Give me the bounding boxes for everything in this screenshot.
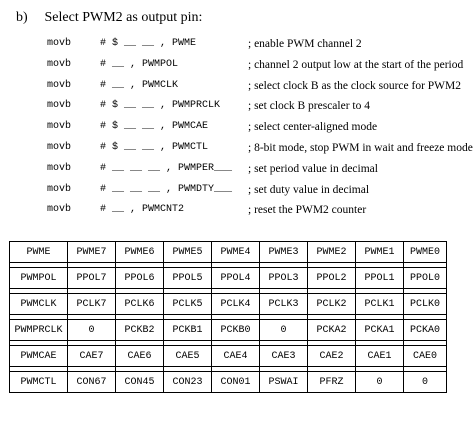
instruction-mnemonic: movb — [47, 121, 72, 133]
register-name-cell: PWMPRCLK — [10, 320, 68, 341]
register-bit-cell: PCLK4 — [212, 294, 260, 315]
register-bit-cell: PCLK3 — [260, 294, 308, 315]
code-line — [0, 202, 474, 223]
register-bit-cell: PPOL7 — [68, 268, 116, 289]
register-bit-cell: PCLK5 — [164, 294, 212, 315]
register-bit-cell: CAE3 — [260, 346, 308, 367]
register-row — [10, 320, 447, 341]
register-bit-cell: PPOL2 — [308, 268, 356, 289]
instruction-operand: # __ , PWMCLK — [100, 79, 179, 91]
code-line — [0, 161, 474, 182]
register-table — [9, 241, 447, 393]
register-bit-cell: PWME5 — [164, 242, 212, 263]
instruction-operand: # $ __ __ , PWME — [100, 38, 197, 49]
register-bit-cell: CAE5 — [164, 346, 212, 367]
register-bit-cell: CON01 — [212, 372, 260, 393]
register-bit-cell: PCLK6 — [116, 294, 164, 315]
register-bit-cell: PWME3 — [260, 242, 308, 263]
instruction-comment: ; select center-aligned mode — [248, 121, 378, 134]
instruction-operand: # $ __ __ , PWMCAE — [100, 121, 209, 133]
register-bit-cell: 0 — [68, 320, 116, 341]
instruction-comment: ; enable PWM channel 2 — [248, 38, 362, 50]
code-listing — [0, 36, 474, 223]
instruction-mnemonic: movb — [47, 79, 72, 91]
register-name-cell: PWMCTL — [10, 372, 68, 393]
register-bit-cell: CON45 — [116, 372, 164, 393]
register-row — [10, 294, 447, 315]
register-bit-cell: PPOL3 — [260, 268, 308, 289]
register-name-cell: PWMCAE — [10, 346, 68, 367]
register-bit-cell: PPOL0 — [404, 268, 447, 289]
register-bit-cell: PCLK7 — [68, 294, 116, 315]
register-bit-cell: PPOL1 — [356, 268, 404, 289]
instruction-operand: # __ __ __ , PWMPER___ — [100, 162, 233, 174]
instruction-comment: ; set clock B prescaler to 4 — [248, 100, 370, 113]
register-bit-cell: PPOL5 — [164, 268, 212, 289]
register-bit-cell: 0 — [404, 372, 447, 393]
instruction-comment: ; reset the PWM2 counter — [248, 204, 367, 217]
register-bit-cell: PCKB2 — [116, 320, 164, 341]
register-bit-cell: PWME0 — [404, 242, 447, 263]
register-bit-cell: CAE6 — [116, 346, 164, 367]
register-bit-cell: 0 — [260, 320, 308, 341]
code-line — [0, 140, 474, 161]
register-bit-cell: PCKB0 — [212, 320, 260, 341]
instruction-comment: ; set period value in decimal — [248, 162, 378, 175]
register-row — [10, 372, 447, 393]
instruction-operand: # $ __ __ , PWMPRCLK — [100, 100, 221, 112]
instruction-operand: # __ , PWMPOL — [100, 58, 179, 70]
register-bit-cell: PSWAI — [260, 372, 308, 393]
register-bit-cell: CAE7 — [68, 346, 116, 367]
instruction-mnemonic: movb — [47, 58, 72, 70]
register-bit-cell: CON67 — [68, 372, 116, 393]
instruction-operand: # __ __ __ , PWMDTY___ — [100, 183, 233, 195]
register-bit-cell: PPOL4 — [212, 268, 260, 289]
instruction-comment: ; 8-bit mode, stop PWM in wait and freeze mode — [248, 141, 473, 154]
instruction-mnemonic: movb — [47, 38, 72, 49]
code-line — [0, 78, 474, 99]
register-bit-cell: CAE1 — [356, 346, 404, 367]
section-heading — [16, 10, 202, 26]
code-line — [0, 119, 474, 140]
code-line — [0, 98, 474, 119]
instruction-mnemonic: movb — [47, 162, 72, 174]
register-name-cell: PWME — [10, 242, 68, 263]
register-name-cell: PWMPOL — [10, 268, 68, 289]
instruction-mnemonic: movb — [47, 141, 72, 153]
register-row — [10, 346, 447, 367]
register-bit-cell: CAE4 — [212, 346, 260, 367]
section-label: b) — [16, 10, 28, 25]
register-bit-cell: PCKA1 — [356, 320, 404, 341]
register-bit-cell: PCLK0 — [404, 294, 447, 315]
register-bit-cell: PWME4 — [212, 242, 260, 263]
register-bit-cell: CON23 — [164, 372, 212, 393]
register-bit-cell: PWME2 — [308, 242, 356, 263]
instruction-mnemonic: movb — [47, 100, 72, 112]
register-bit-cell: PPOL6 — [116, 268, 164, 289]
code-line — [0, 57, 474, 78]
register-bit-cell: 0 — [356, 372, 404, 393]
instruction-comment: ; set duty value in decimal — [248, 183, 370, 196]
register-row — [10, 242, 447, 263]
section-title: Select PWM2 as output pin: — [44, 10, 203, 25]
register-bit-cell: PCKB1 — [164, 320, 212, 341]
register-bit-cell: PWME6 — [116, 242, 164, 263]
instruction-mnemonic: movb — [47, 204, 72, 216]
code-line — [0, 36, 474, 57]
register-bit-cell: PCLK1 — [356, 294, 404, 315]
register-name-cell: PWMCLK — [10, 294, 68, 315]
code-line — [0, 182, 474, 203]
register-bit-cell: PCKA2 — [308, 320, 356, 341]
instruction-comment: ; select clock B as the clock source for PWM2 — [248, 79, 462, 92]
register-bit-cell: CAE2 — [308, 346, 356, 367]
register-bit-cell: CAE0 — [404, 346, 447, 367]
register-bit-cell: PWME7 — [68, 242, 116, 263]
instruction-operand: # __ , PWMCNT2 — [100, 204, 185, 216]
register-bit-cell: PCLK2 — [308, 294, 356, 315]
register-row — [10, 268, 447, 289]
instruction-mnemonic: movb — [47, 183, 72, 195]
instruction-comment: ; channel 2 output low at the start of the period — [248, 58, 464, 71]
register-bit-cell: PCKA0 — [404, 320, 447, 341]
instruction-operand: # $ __ __ , PWMCTL — [100, 141, 209, 153]
register-bit-cell: PFRZ — [308, 372, 356, 393]
register-bit-cell: PWME1 — [356, 242, 404, 263]
